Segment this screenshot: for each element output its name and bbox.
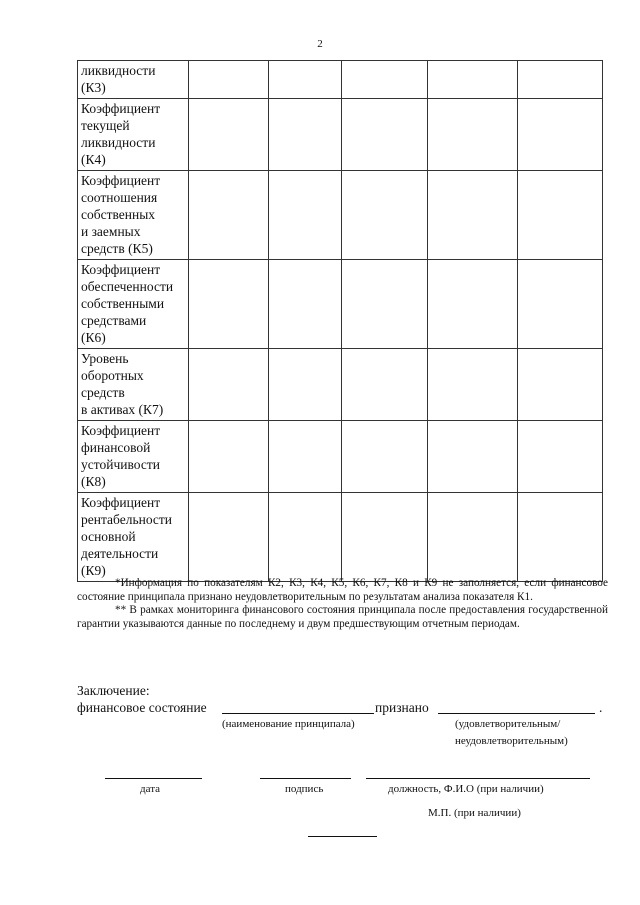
position-name-line[interactable] (366, 778, 590, 779)
footnote-1: *Информация по показателям К2, К3, К4, К5, К6, К7, К8 и К9 не заполняется, если финансовое состояние принципала признано неудовлетворительным по результатам анализа показателя К1. (77, 577, 608, 603)
table-cell (428, 260, 518, 349)
financial-indicators-table (77, 60, 603, 582)
indicator-label: Коэффициент рентабельности основной деятельности (К9) (78, 493, 189, 582)
principal-name-line[interactable] (222, 713, 374, 714)
table-cell (269, 99, 342, 171)
table-cell (342, 421, 428, 493)
indicator-label: Коэффициент обеспеченности собственными средствами (К6) (78, 260, 189, 349)
table-cell (269, 171, 342, 260)
stamp-label: М.П. (при наличии) (428, 807, 521, 819)
footnote-2: ** В рамках мониторинга финансового состояния принципала после предоставления государственной гарантии указываются данные по последнему и двум предшествующим отчетным периодам. (77, 604, 608, 630)
table-cell (189, 99, 269, 171)
table-cell (189, 61, 269, 99)
status-hint-1: (удовлетворительным/ (455, 718, 561, 730)
indicator-label: ликвидности (К3) (78, 61, 189, 99)
conclusion-period: . (599, 700, 603, 715)
table-cell (269, 61, 342, 99)
footnotes (77, 577, 608, 631)
date-line[interactable] (105, 778, 202, 779)
table-row (78, 349, 603, 421)
end-divider (308, 836, 377, 837)
indicator-label: Уровень оборотных средств в активах (К7) (78, 349, 189, 421)
table-row (78, 99, 603, 171)
table-cell (189, 171, 269, 260)
date-label: дата (140, 783, 161, 795)
conclusion-line-start: финансовое состояние (77, 700, 207, 715)
table-row (78, 493, 603, 582)
table-cell (189, 349, 269, 421)
table-cell (342, 171, 428, 260)
indicator-label: Коэффициент текущей ликвидности (К4) (78, 99, 189, 171)
table-cell (518, 99, 603, 171)
conclusion-heading: Заключение: (77, 683, 150, 698)
table-cell (189, 493, 269, 582)
signature-label: подпись (285, 783, 324, 795)
table-cell (342, 99, 428, 171)
table-cell (428, 61, 518, 99)
table-row (78, 260, 603, 349)
table-cell (189, 421, 269, 493)
table-cell (518, 260, 603, 349)
table-cell (342, 493, 428, 582)
page-number: 2 (317, 38, 323, 50)
status-line[interactable] (438, 713, 595, 714)
table-cell (428, 171, 518, 260)
table-cell (518, 61, 603, 99)
indicator-label: Коэффициент соотношения собственных и заемных средств (К5) (78, 171, 189, 260)
table-cell (518, 171, 603, 260)
indicator-label: Коэффициент финансовой устойчивости (К8) (78, 421, 189, 493)
table-cell (342, 349, 428, 421)
table-cell (269, 493, 342, 582)
signature-line[interactable] (260, 778, 351, 779)
table-cell (518, 349, 603, 421)
recognized-label: признано (375, 700, 429, 715)
table-cell (428, 421, 518, 493)
table-cell (269, 421, 342, 493)
table-cell (269, 260, 342, 349)
status-hint-2: неудовлетворительным) (455, 735, 568, 747)
table-cell (428, 99, 518, 171)
table-cell (518, 421, 603, 493)
position-name-label: должность, Ф.И.О (при наличии) (388, 783, 544, 795)
table-cell (518, 493, 603, 582)
table-row (78, 421, 603, 493)
table-cell (189, 260, 269, 349)
table-cell (269, 349, 342, 421)
principal-name-hint: (наименование принципала) (222, 718, 355, 730)
table-cell (428, 493, 518, 582)
table-cell (428, 349, 518, 421)
table-cell (342, 260, 428, 349)
table-cell (342, 61, 428, 99)
table-row (78, 171, 603, 260)
table-row (78, 61, 603, 99)
